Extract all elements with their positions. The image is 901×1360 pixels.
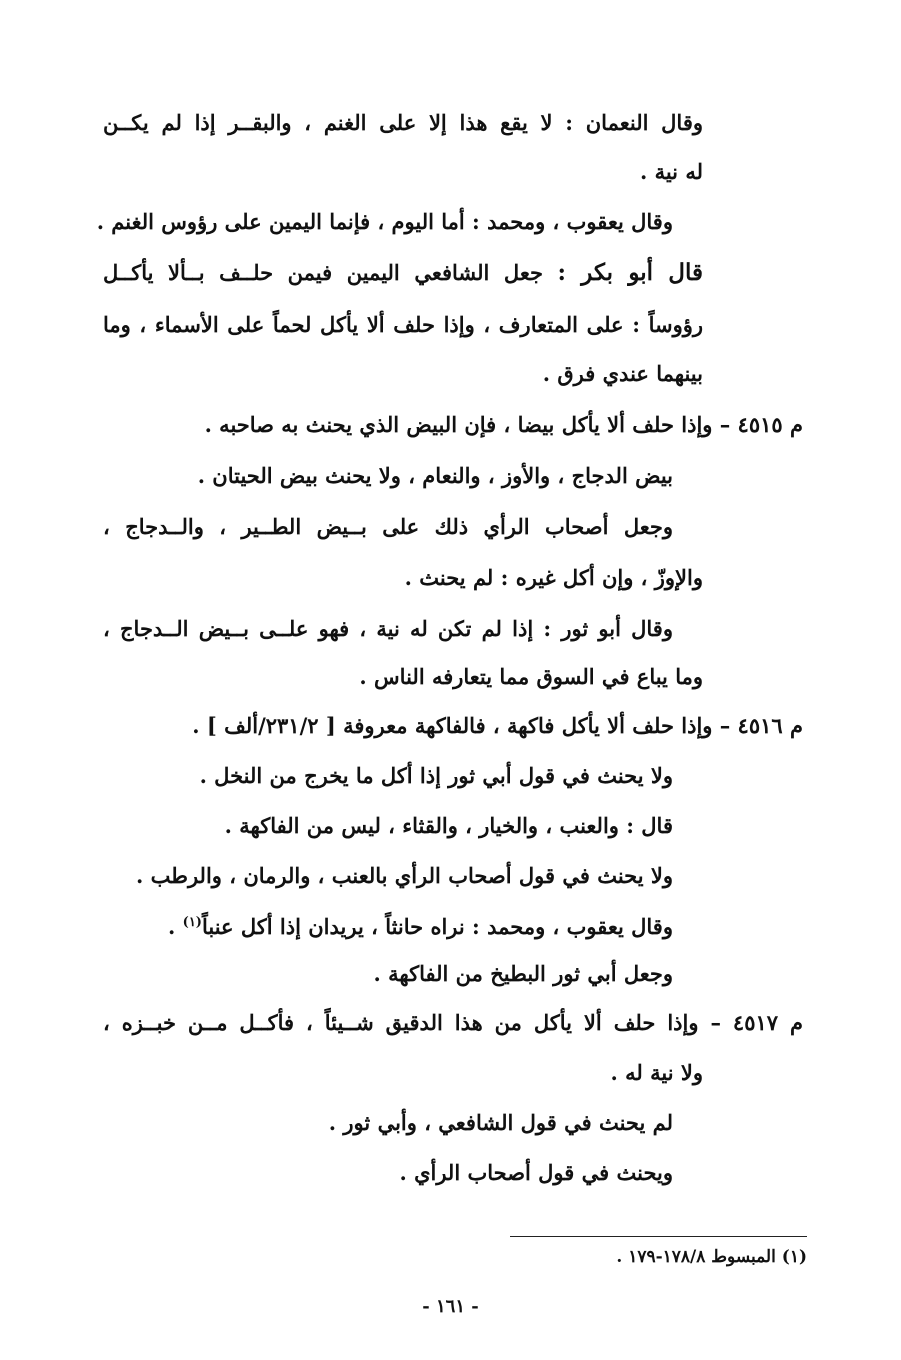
issue-line bbox=[103, 1006, 803, 1040]
text-line: وجعل أبي ثور البطيخ من الفاكهة . bbox=[373, 961, 673, 986]
issue-text: وإذا حلف ألا يأكل بيضا ، فإن البيض الذي يحنث به صاحبه . bbox=[204, 412, 713, 437]
page-number: - ١٦١ - bbox=[422, 1296, 479, 1317]
text-line: لم يحنث في قول الشافعي ، وأبي ثور . bbox=[328, 1110, 673, 1135]
text-segment: . bbox=[168, 914, 183, 939]
text-line: وما يباع في السوق مما يتعارفه الناس . bbox=[359, 664, 703, 689]
heading-lead: قال أبو بكر : bbox=[557, 259, 703, 286]
text-line: وجعل أصحاب الرأي ذلك على بــيض الطــير ، والــدجاج ، bbox=[103, 514, 673, 539]
footnote-marker: (١) bbox=[182, 915, 202, 930]
issue-line bbox=[205, 408, 803, 442]
text-line: رؤوساً : على المتعارف ، وإذا حلف ألا يأكل لحماً على الأسماء ، وما bbox=[103, 312, 703, 337]
text-line: ولا يحنث في قول أبي ثور إذا أكل ما يخرج من النخل . bbox=[199, 763, 673, 788]
heading-text: جعل الشافعي اليمين فيمن حلــف بــألا يأكــل bbox=[103, 260, 543, 285]
issue-number: م ٤٥١٦ – bbox=[719, 713, 803, 738]
text-line bbox=[168, 906, 673, 944]
issue-number: م ٤٥١٥ – bbox=[719, 412, 803, 437]
footnote-rule bbox=[510, 1236, 807, 1237]
text-line: ولا يحنث في قول أصحاب الرأي بالعنب ، والرمان ، والرطب . bbox=[136, 863, 673, 888]
text-line: بيض الدجاج ، والأوز ، والنعام ، ولا يحنث بيض الحيتان . bbox=[197, 463, 673, 488]
text-line: له نية . bbox=[639, 159, 703, 184]
issue-text: وإذا حلف ألا يأكل من هذا الدقيق شــيئاً ، فأكــل مــن خبــزه ، bbox=[103, 1010, 699, 1035]
text-line: ويحنث في قول أصحاب الرأي . bbox=[399, 1160, 673, 1185]
text-line: قال : والعنب ، والخيار ، والقثاء ، ليس من الفاكهة . bbox=[224, 813, 673, 838]
footnote: (١) المبسوط ١٧٨/٨-١٧٩ . bbox=[616, 1247, 807, 1267]
issue-number: م ٤٥١٧ – bbox=[710, 1010, 804, 1035]
text-segment: وقال يعقوب ، ومحمد : نراه حانثاً ، يريدان إذا أكل عنباً bbox=[201, 914, 673, 939]
text-line: ولا نية له . bbox=[610, 1060, 703, 1085]
heading-line bbox=[103, 256, 703, 290]
text-line: والإوزّ ، وإن أكل غيره : لم يحنث . bbox=[404, 565, 703, 590]
text-line: بينهما عندي فرق . bbox=[542, 361, 703, 386]
issue-text: وإذا حلف ألا يأكل فاكهة ، فالفاكهة معروفة [ ٢٣١/٢/ألف ] . bbox=[192, 713, 713, 738]
text-line: وقال يعقوب ، ومحمد : أما اليوم ، فإنما اليمين على رؤوس الغنم . bbox=[96, 209, 673, 234]
text-line: وقال أبو ثور : إذا لم تكن له نية ، فهو علــى بــيض الــدجاج ، bbox=[103, 616, 673, 641]
issue-line bbox=[192, 709, 803, 743]
text-line: وقال النعمان : لا يقع هذا إلا على الغنم ، والبقــر إذا لم يكــن bbox=[103, 110, 703, 135]
